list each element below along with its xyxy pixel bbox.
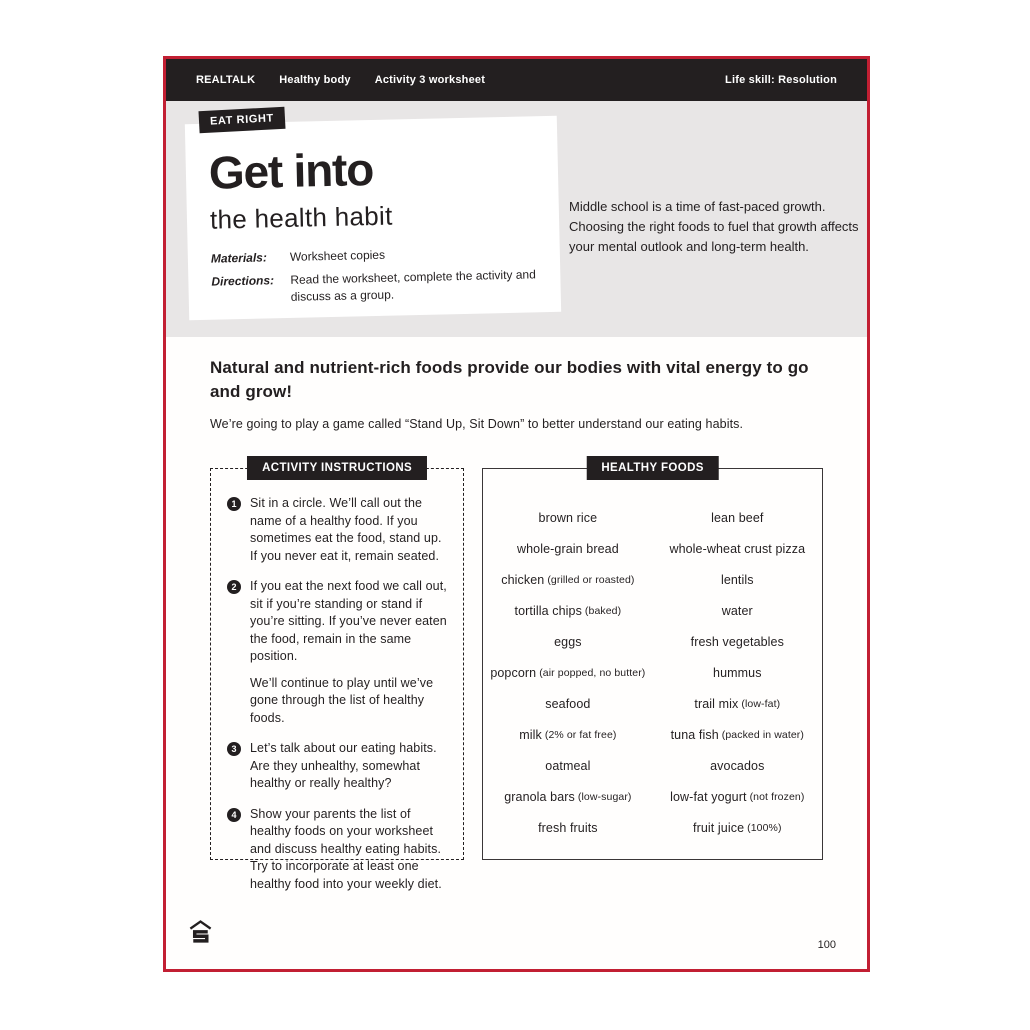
instruction-item (227, 740, 450, 793)
instruction-text (250, 578, 450, 727)
food-name: granola bars (504, 789, 575, 804)
top-bar-left (196, 74, 485, 86)
step-number-badge: 4 (227, 808, 241, 822)
eat-right-badge: EAT RIGHT (198, 107, 285, 133)
instruction-text (250, 495, 450, 565)
food-item (653, 626, 822, 657)
activity-instructions-header: ACTIVITY INSTRUCTIONS (247, 456, 427, 480)
instruction-body: If you eat the next food we call out, sit if you’re standing or stand if you’re sitting. If you’ve never eaten the food, remain in the same position. (250, 579, 447, 663)
food-note: (grilled or roasted) (547, 573, 635, 586)
food-name: chicken (501, 572, 545, 587)
food-item (483, 781, 652, 812)
instruction-text (250, 740, 450, 793)
food-name: trail mix (694, 696, 739, 711)
main-subheading: We’re going to play a game called “Stand Up, Sit Down” to better understand our eating habits. (210, 417, 744, 431)
directions-label: Directions: (211, 273, 275, 289)
food-name: tuna fish (670, 727, 719, 742)
food-name: eggs (554, 634, 582, 649)
brand-label: REALTALK (196, 74, 256, 86)
food-item (653, 502, 822, 533)
main-content (166, 356, 867, 891)
food-item (653, 750, 822, 781)
food-note: (100%) (747, 821, 782, 834)
food-item (653, 657, 822, 688)
food-name: water (721, 603, 753, 618)
page-title: Get into (208, 142, 374, 199)
main-heading: Natural and nutrient-rich foods provide our bodies with vital energy to go and grow! (210, 358, 809, 401)
food-name: popcorn (490, 665, 537, 680)
hero-section (166, 101, 867, 337)
hero-card (185, 116, 561, 320)
house-logo-icon (187, 918, 214, 951)
food-item (483, 750, 652, 781)
food-name: brown rice (538, 510, 598, 525)
food-item (653, 781, 822, 812)
food-note: (baked) (584, 604, 622, 617)
instruction-body: Show your parents the list of healthy foods on your worksheet and discuss healthy eating habits. Try to incorporate at least one healthy food into your weekly diet. (250, 806, 442, 891)
life-skill-label: Life skill: Resolution (725, 74, 837, 86)
food-name: avocados (710, 758, 765, 773)
food-item (653, 719, 822, 750)
food-item (483, 688, 652, 719)
food-item (483, 533, 652, 564)
instruction-item (227, 495, 450, 565)
food-item (483, 626, 652, 657)
intro-paragraph: Middle school is a time of fast-paced growth. Choosing the right foods to fuel that growth affects your mental outlook and long-term health. (569, 199, 859, 254)
food-item (483, 595, 652, 626)
food-item (483, 502, 652, 533)
food-name: lean beef (711, 510, 764, 525)
food-name: whole-grain bread (516, 541, 619, 556)
food-name: fresh vegetables (690, 634, 784, 649)
instruction-extra: We’ll continue to play until we’ve gone through the list of healthy foods. (250, 675, 434, 725)
meta-block (211, 243, 543, 307)
instruction-item (227, 806, 450, 894)
directions-row (211, 266, 543, 308)
food-name: low-fat yogurt (670, 789, 747, 804)
food-name: seafood (545, 696, 591, 711)
food-item (653, 688, 822, 719)
food-note: (low-fat) (741, 697, 781, 710)
hero-card-content (185, 116, 561, 308)
food-name: milk (519, 727, 542, 742)
food-item (653, 595, 822, 626)
page-subtitle: the health habit (209, 200, 393, 235)
activity-instructions-box (210, 462, 464, 891)
food-note: (2% or fat free) (544, 728, 617, 741)
instruction-item (227, 578, 450, 727)
materials-row (211, 243, 542, 268)
healthy-foods-box (482, 462, 823, 860)
page-footer (187, 918, 836, 951)
food-note: (packed in water) (721, 728, 804, 741)
materials-value: Worksheet copies (289, 247, 386, 264)
food-item (483, 719, 652, 750)
food-item (653, 533, 822, 564)
instructions-list (211, 469, 463, 893)
food-note: (air popped, no butter) (539, 666, 646, 679)
step-number-badge: 3 (227, 742, 241, 756)
step-number-badge: 1 (227, 497, 241, 511)
instruction-text (250, 806, 450, 894)
food-name: lentils (720, 572, 754, 587)
top-bar (166, 59, 867, 101)
healthy-foods-header: HEALTHY FOODS (586, 456, 719, 480)
worksheet-page (163, 56, 870, 972)
page-number: 100 (817, 939, 836, 951)
step-number-badge: 2 (227, 580, 241, 594)
food-item (483, 564, 652, 595)
food-name: fruit juice (693, 820, 745, 835)
food-item (653, 564, 822, 595)
food-name: oatmeal (545, 758, 591, 773)
instruction-body: Sit in a circle. We’ll call out the name of a healthy food. If you sometimes eat the food, stand up. If you never eat it, remain seated. (250, 496, 442, 563)
instruction-body: Let’s talk about our eating habits. Are they unhealthy, somewhat healthy or really healthy? (250, 741, 437, 790)
food-item (653, 812, 822, 843)
food-name: hummus (713, 665, 762, 680)
section-label: Healthy body (279, 74, 351, 86)
food-note: (not frozen) (749, 790, 805, 803)
healthy-foods-grid (483, 469, 822, 843)
materials-label: Materials: (210, 250, 268, 266)
food-note: (low-sugar) (577, 790, 632, 803)
directions-value: Read the worksheet, complete the activity and discuss as a group. (290, 267, 536, 304)
activity-label: Activity 3 worksheet (374, 74, 486, 86)
content-boxes (210, 462, 823, 891)
food-name: whole-wheat crust pizza (669, 541, 806, 556)
food-name: fresh fruits (538, 820, 598, 835)
food-name: tortilla chips (514, 603, 582, 618)
food-item (483, 812, 652, 843)
food-item (483, 657, 652, 688)
